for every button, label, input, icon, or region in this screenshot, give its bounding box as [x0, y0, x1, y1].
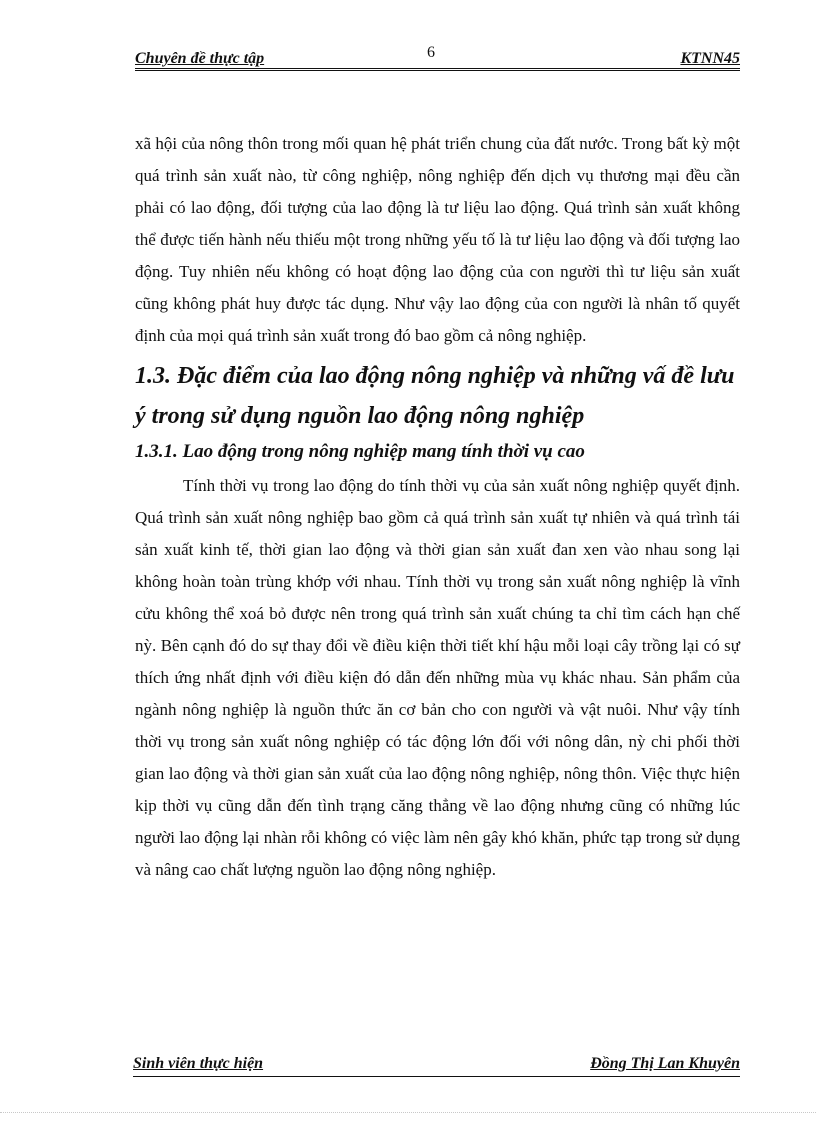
footer-student-label: Sinh viên thực hiện	[133, 1055, 264, 1072]
subsection-heading: 1.3.1. Lao động trong nông nghiệp mang tính thời vụ cao	[135, 441, 585, 462]
header-document-type: Chuyên đề thực tập	[135, 50, 265, 67]
footer-divider	[133, 1076, 740, 1077]
footer-student-name: Đồng Thị Lan Khuyên	[590, 1055, 740, 1072]
page-number: 6	[427, 44, 435, 61]
page-body	[135, 128, 740, 886]
section-heading: 1.3. Đặc điểm của lao động nông nghiệp và những vấ đề lưu ý trong sử dụng nguồn lao động nông nghiệp	[135, 363, 735, 429]
body-paragraph: xã hội của nông thôn trong mối quan hệ phát triển chung của đất nước. Trong bất kỳ một quá trình sản xuất nào, từ công nghiệp, nông nghiệp đến dịch vụ thương mại đều cần phải có lao động, đối tượng của lao động là tư liệu lao động. Quá trình sản xuất không thể được tiến hành nếu thiếu một trong những yếu tố là tư liệu lao động và đối tượng lao động. Tuy nhiên nếu không có hoạt động lao động của con người thì tư liệu sản xuất cũng không phát huy được tác dụng. Như vậy lao động của con người là nhân tố quyết định của mọi quá trình sản xuất trong đó bao gồm cả nông nghiệp.	[135, 134, 740, 345]
page-footer	[133, 1055, 740, 1079]
header-class-code: KTNN45	[680, 50, 740, 67]
body-paragraph: Tính thời vụ trong lao động do tính thời vụ của sản xuất nông nghiệp quyết định. Quá trình sản xuất nông nghiệp bao gồm cả quá trình sản xuất tự nhiên và quá trình tái sản xuất kinh tế, thời gian lao động và thời gian sản xuất đan xen vào nhau song lại không hoàn toàn trùng khớp với nhau. Tính thời vụ trong sản xuất nông nghiệp là vĩnh cửu không thể xoá bỏ được nên trong quá trình sản xuất chúng ta chỉ tìm cách hạn chế nỳ. Bên cạnh đó do sự thay đổi về điều kiện thời tiết khí hậu mỗi loại cây trồng lại có sự thích ứng nhất định với điều kiện đó dẫn đến những mùa vụ khác nhau. Sản phẩm của ngành nông nghiệp là nguồn thức ăn cơ bản cho con người và vật nuôi. Như vậy tính thời vụ trong sản xuất nông nghiệp có tác động lớn đối với nông dân, nỳ chi phối thời gian lao động và thời gian sản xuất của lao động nông nghiệp, nông thôn. Việc thực hiện kịp thời vụ cũng dẫn đến tình trạng căng thẳng về lao động nhưng cũng có những lúc người lao động lại nhàn rỗi không có việc làm nên gây khó khăn, phức tạp trong sử dụng và nâng cao chất lượng nguồn lao động nông nghiệp.	[135, 476, 740, 879]
page-header	[135, 44, 740, 70]
page-bottom-edge	[0, 1112, 816, 1113]
header-divider	[135, 68, 740, 71]
